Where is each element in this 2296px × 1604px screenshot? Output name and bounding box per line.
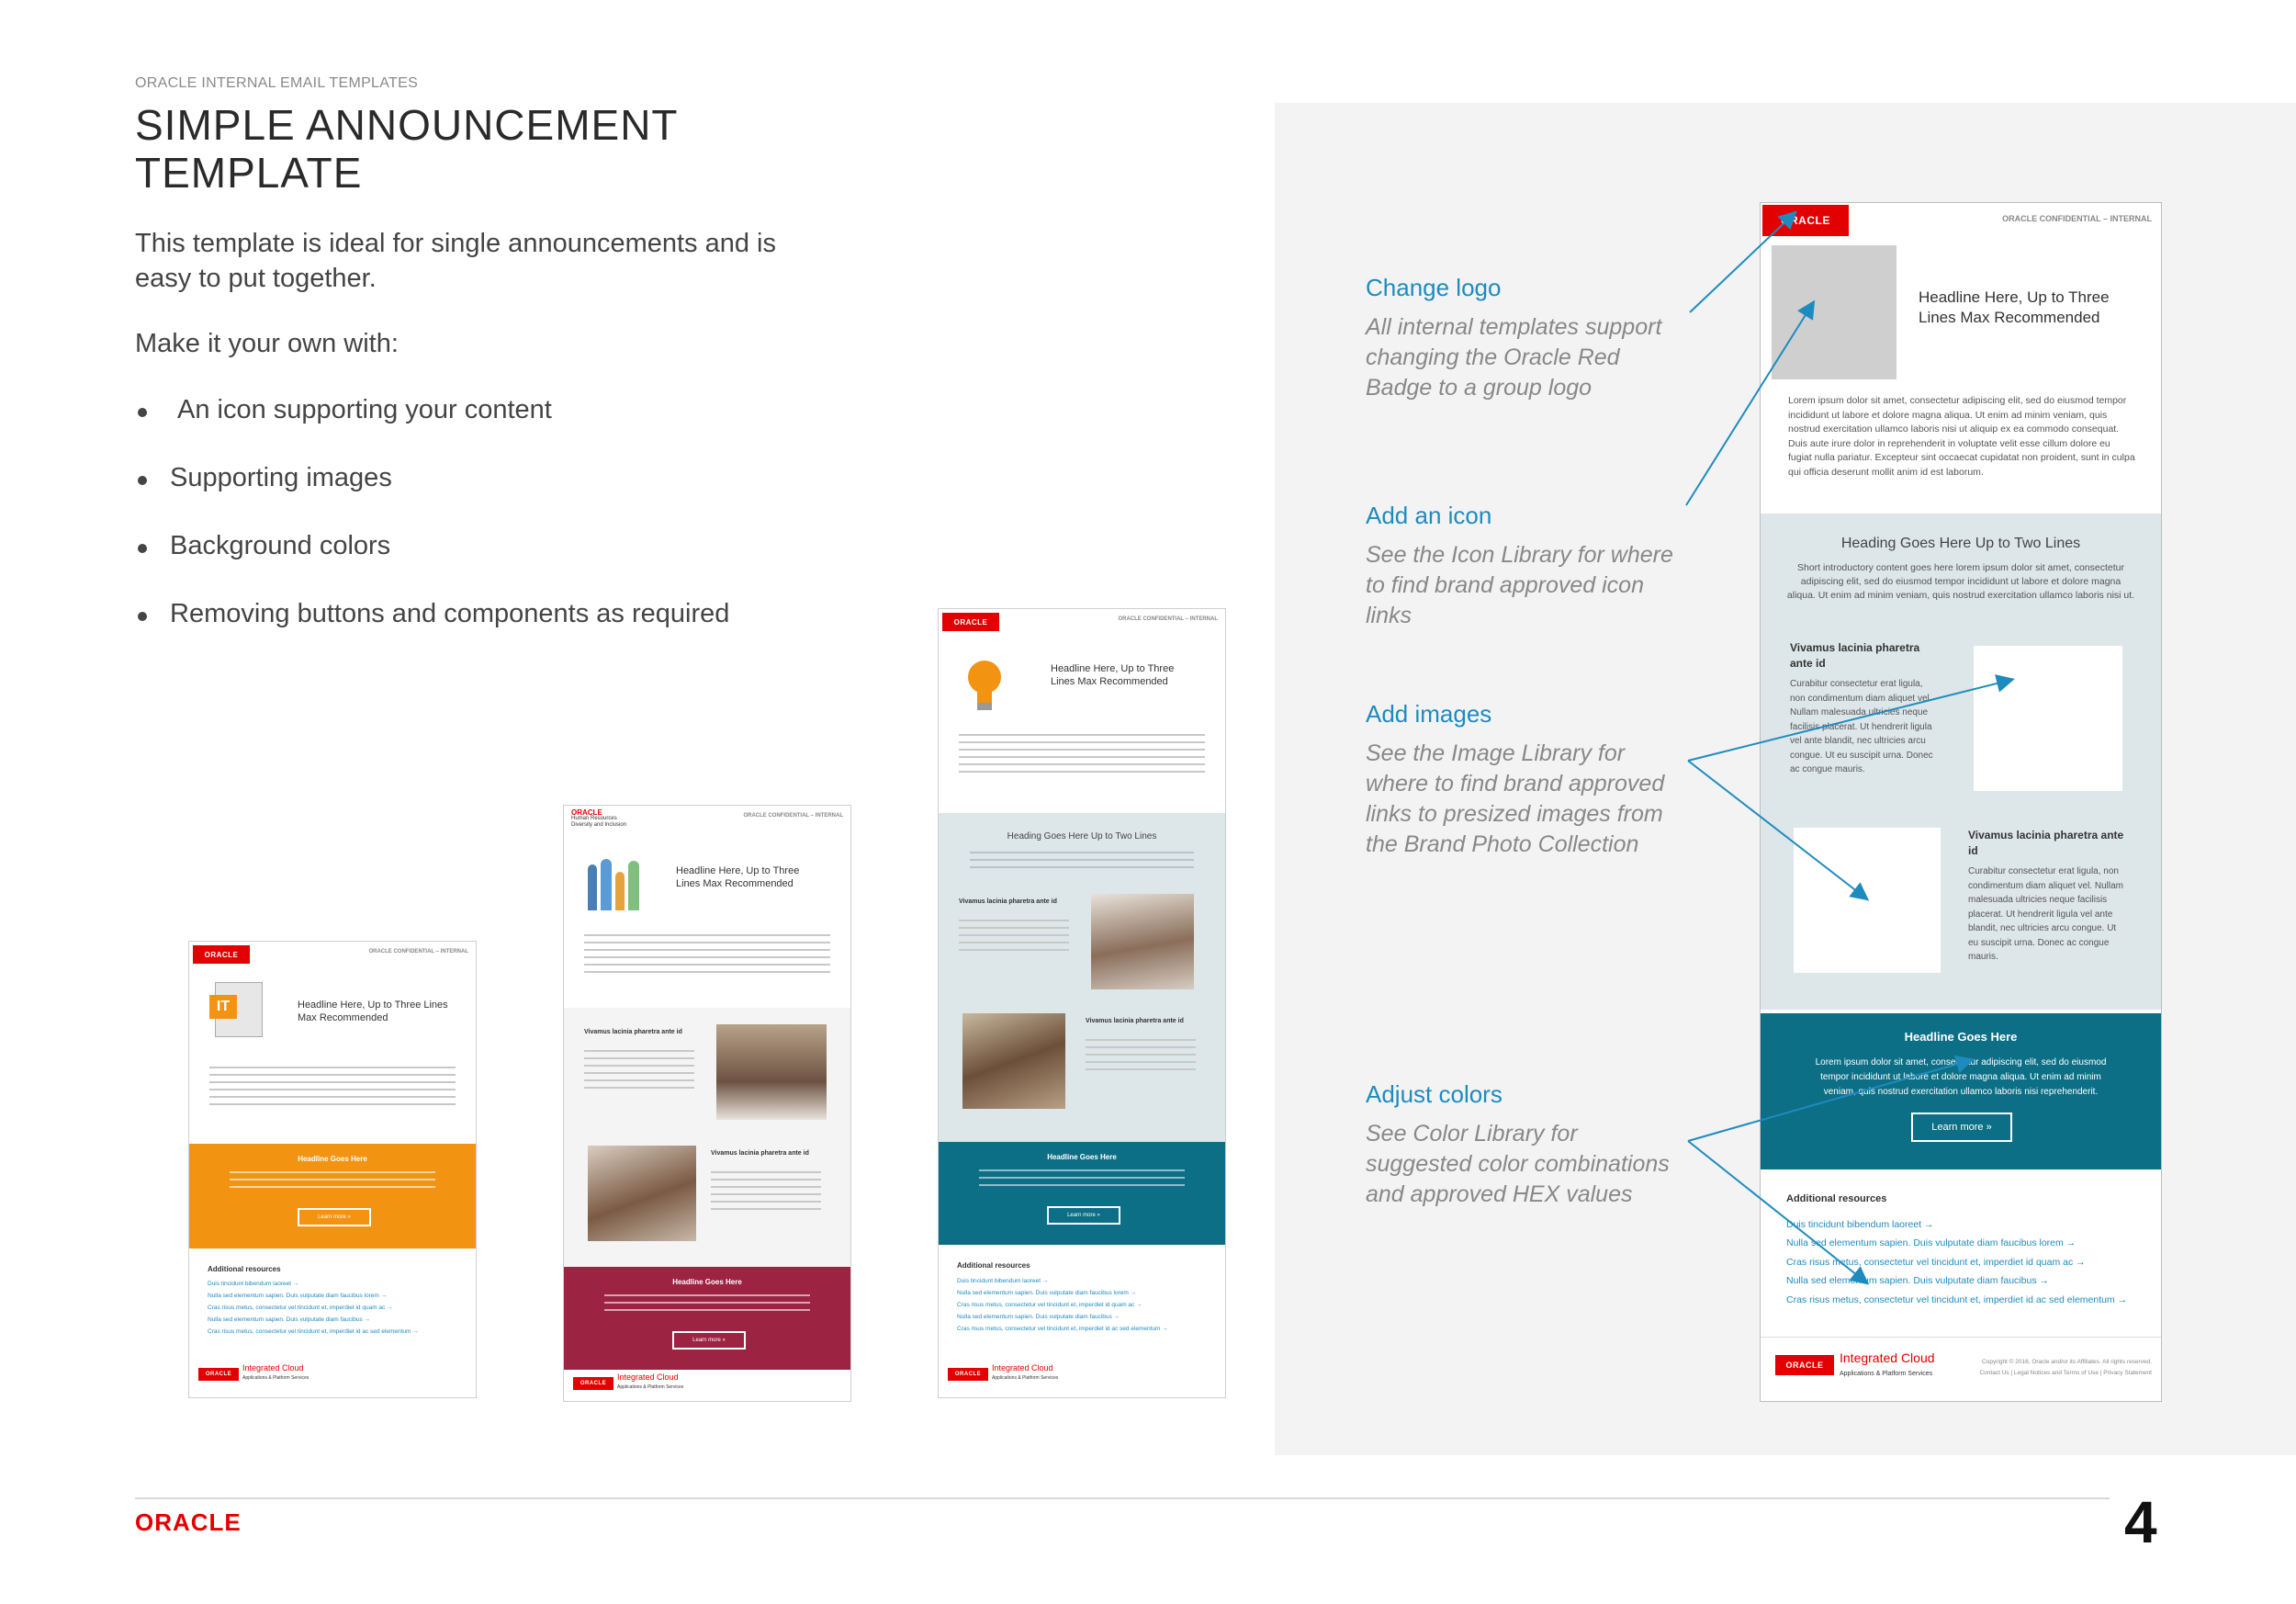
make-it-your-own: Make it your own with:	[135, 329, 399, 358]
it-icon: IT	[209, 982, 264, 1039]
annotation-adjust-colors-heading: Adjust colors	[1366, 1080, 1503, 1108]
arrow-to-resources	[1688, 1141, 1866, 1282]
resources-heading: Additional resources	[957, 1261, 1030, 1270]
footer-brand: Integrated Cloud Applications & Platform Services	[992, 1363, 1059, 1381]
arrow-to-banner	[1688, 1060, 1971, 1141]
feature-body: Curabitur consectetur erat ligula, non condimentum diam aliquet vel. Nullam malesuada ultricies neque facilisis placerat. Ut hendrerit ligula vel ante blandit, nec ultricies arcu congue. Ut eu suscipit urna. Donec ac congue mauris.	[1968, 866, 2123, 962]
feature-title: Vivamus lacinia pharetra ante id	[584, 1029, 682, 1035]
footer-oracle-badge: ORACLE	[198, 1368, 239, 1381]
feature-title: Vivamus lacinia pharetra ante id	[711, 1150, 809, 1157]
confidential-label: ORACLE CONFIDENTIAL – INTERNAL	[743, 813, 843, 819]
resource-link[interactable]: Cras risus metus, consectetur vel tincidunt et, imperdiet id quam ac →	[1786, 1257, 2086, 1268]
learn-more-button[interactable]: Learn more »	[1047, 1206, 1120, 1225]
resource-link[interactable]: Nulla sed elementum sapien. Duis vulputate diam faucibus lorem →	[1786, 1237, 2077, 1248]
feature-title: Vivamus lacinia pharetra ante id	[959, 898, 1057, 905]
resource-link[interactable]: Cras risus metus, consectetur vel tincidunt et, imperdiet id ac sed elementum →	[1786, 1294, 2128, 1305]
banner-heading: Headline Goes Here	[298, 1155, 367, 1163]
title-line-1: SIMPLE ANNOUNCEMENT	[135, 101, 679, 149]
feature-title: Vivamus lacinia pharetra ante id	[1086, 1018, 1184, 1024]
footer-brand: Integrated Cloud Applications & Platform Services	[617, 1372, 684, 1390]
resource-link[interactable]: Nulla sed elementum sapien. Duis vulputate diam faucibus →	[208, 1316, 371, 1323]
title-line-2: TEMPLATE	[135, 149, 363, 197]
hr-group-logo: ORACLE Human Resources Diversity and Inclusion	[571, 808, 627, 828]
oracle-badge: ORACLE	[1762, 205, 1849, 236]
learn-more-button[interactable]: Learn more »	[298, 1208, 371, 1226]
banner-heading: Headline Goes Here	[1904, 1030, 2018, 1044]
annotation-add-images-body: See the Image Library for where to find brand approved links to presized images from the Brand Photo Collection	[1366, 740, 1665, 857]
arrow-to-image-1	[1688, 680, 2011, 761]
resource-link[interactable]: Cras risus metus, consectetur vel tincidunt et, imperdiet id ac sed elementum →	[208, 1328, 419, 1335]
resources-heading: Additional resources	[208, 1265, 281, 1273]
kicker-label: ORACLE INTERNAL EMAIL TEMPLATES	[135, 75, 419, 91]
footer-oracle-badge: ORACLE	[573, 1377, 613, 1390]
resource-link[interactable]: Cras risus metus, consectetur vel tincidunt et, imperdiet id quam ac →	[957, 1302, 1142, 1308]
banner-body: Lorem ipsum dolor sit amet, consectetur adipiscing elit, sed do eiusmod tempor incididunt ut labore et dolore magna aliqua. Ut enim ad minim veniam, quis nostrud exercitation ullamco laboris nisi reprehenderit.	[1815, 1057, 2107, 1097]
footer-brand: Integrated Cloud Applications & Platform Services	[242, 1363, 310, 1381]
learn-more-button[interactable]: Learn more »	[672, 1331, 746, 1350]
feature-item: Removing buttons and components as required	[135, 599, 729, 667]
resource-link[interactable]: Duis tincidunt bibendum laoreet →	[208, 1281, 299, 1287]
intro-text: This template is ideal for single announcements and is easy to put together.	[135, 229, 776, 293]
headline: Headline Here, Up to Three Lines Max Recommended	[676, 865, 800, 889]
confidential-label: ORACLE CONFIDENTIAL – INTERNAL	[2002, 214, 2152, 223]
headline: Headline Here, Up to Three Lines Max Recommended	[1919, 288, 2110, 326]
annotation-add-icon-heading: Add an icon	[1366, 502, 1492, 529]
section-heading: Heading Goes Here Up to Two Lines	[1007, 831, 1157, 842]
feature-item: Supporting images	[135, 463, 729, 531]
footer-brand: Integrated Cloud Applications & Platform Services	[1840, 1350, 1935, 1377]
annotation-change-logo-heading: Change logo	[1366, 274, 1502, 301]
feature-item: Background colors	[135, 531, 729, 599]
page-number: 4	[2124, 1489, 2157, 1555]
resource-link[interactable]: Nulla sed elementum sapien. Duis vulputate diam faucibus lorem →	[957, 1290, 1137, 1296]
footer-oracle-badge: ORACLE	[1775, 1355, 1834, 1375]
learn-more-button[interactable]: Learn more »	[1911, 1113, 2012, 1142]
resources-heading: Additional resources	[1786, 1193, 1887, 1204]
banner-heading: Headline Goes Here	[672, 1278, 742, 1286]
banner-heading: Headline Goes Here	[1047, 1153, 1117, 1161]
feature-item: An icon supporting your content	[135, 395, 729, 463]
oracle-badge: ORACLE	[193, 945, 250, 964]
annotation-add-images-heading: Add images	[1366, 700, 1492, 728]
section-intro: Short introductory content goes here lorem ipsum dolor sit amet, consectetur adipiscing elit, sed do eiusmod tempor incididunt ut labore et dolore magna aliqua. Ut enim ad minim veniam, quis nostrud exercitation ullamco laboris nisi ut.	[1786, 562, 2135, 601]
annotation-change-logo-body: All internal templates support changing the Oracle Red Badge to a group logo	[1366, 314, 1662, 401]
footer-oracle-logo: ORACLE	[135, 1508, 242, 1536]
feature-title: Vivamus lacinia pharetra ante id	[1790, 641, 1920, 670]
feature-title: Vivamus lacinia pharetra ante id	[1968, 829, 2124, 857]
section-heading: Heading Goes Here Up to Two Lines	[1840, 536, 2081, 551]
resource-link[interactable]: Duis tincidunt bibendum laoreet →	[957, 1278, 1049, 1284]
footer-oracle-badge: ORACLE	[948, 1368, 988, 1381]
confidential-label: ORACLE CONFIDENTIAL – INTERNAL	[368, 949, 468, 954]
arrow-to-icon	[1686, 303, 1813, 505]
arrow-to-logo	[1690, 213, 1795, 312]
headline: Headline Here, Up to Three Lines Max Recommended	[298, 1000, 448, 1023]
feature-body: Curabitur consectetur erat ligula, non condimentum diam aliquet vel. Nullam malesuada ultricies neque facilisis placerat. Ut hendrerit ligula vel ante blandit, nec ultricies arcu congue. Ut eu suscipit urna. Donec ac congue mauris.	[1790, 679, 1933, 774]
resource-link[interactable]: Nulla sed elementum sapien. Duis vulputate diam faucibus →	[957, 1314, 1120, 1320]
resource-link[interactable]: Nulla sed elementum sapien. Duis vulputate diam faucibus lorem →	[208, 1293, 388, 1299]
headline: Headline Here, Up to Three Lines Max Recommended	[1051, 663, 1175, 687]
resource-link[interactable]: Cras risus metus, consectetur vel tincidunt et, imperdiet id ac sed elementum →	[957, 1326, 1168, 1332]
footer-legal: Copyright © 2016, Oracle and/or its Affiliates. All rights reserved. Contact Us | Legal Notices and Terms of Use | Privacy Statement	[1979, 1359, 2152, 1376]
resource-link[interactable]: Duis tincidunt bibendum laoreet →	[1786, 1219, 1934, 1230]
resource-link[interactable]: Cras risus metus, consectetur vel tincidunt et, imperdiet id quam ac →	[208, 1305, 393, 1311]
confidential-label: ORACLE CONFIDENTIAL – INTERNAL	[1118, 616, 1218, 622]
footer-divider	[135, 1497, 2110, 1499]
resource-link[interactable]: Nulla sed elementum sapien. Duis vulputate diam faucibus →	[1786, 1275, 2049, 1286]
oracle-badge: ORACLE	[942, 613, 999, 631]
annotation-add-icon-body: See the Icon Library for where to find brand approved icon links	[1366, 542, 1673, 628]
body-copy: Lorem ipsum dolor sit amet, consectetur adipiscing elit, sed do eiusmod tempor incididunt ut labore et dolore magna aliqua. Ut enim ad minim veniam, quis nostrud exercitation ullamco laboris nisi ut aliquip ex ea commodo consequat. Duis aute irure dolor in reprehenderit in voluptate velit esse cillum dolore eu fugiat nulla pariatur. Excepteur sint occaecat cupidatat non proident, sunt in culpa qui officia deserunt mollit anim id est laborum.	[1788, 395, 2135, 478]
arrow-to-image-2	[1688, 761, 1866, 898]
annotation-adjust-colors-body: See Color Library for suggested color combinations and approved HEX values	[1366, 1121, 1670, 1207]
